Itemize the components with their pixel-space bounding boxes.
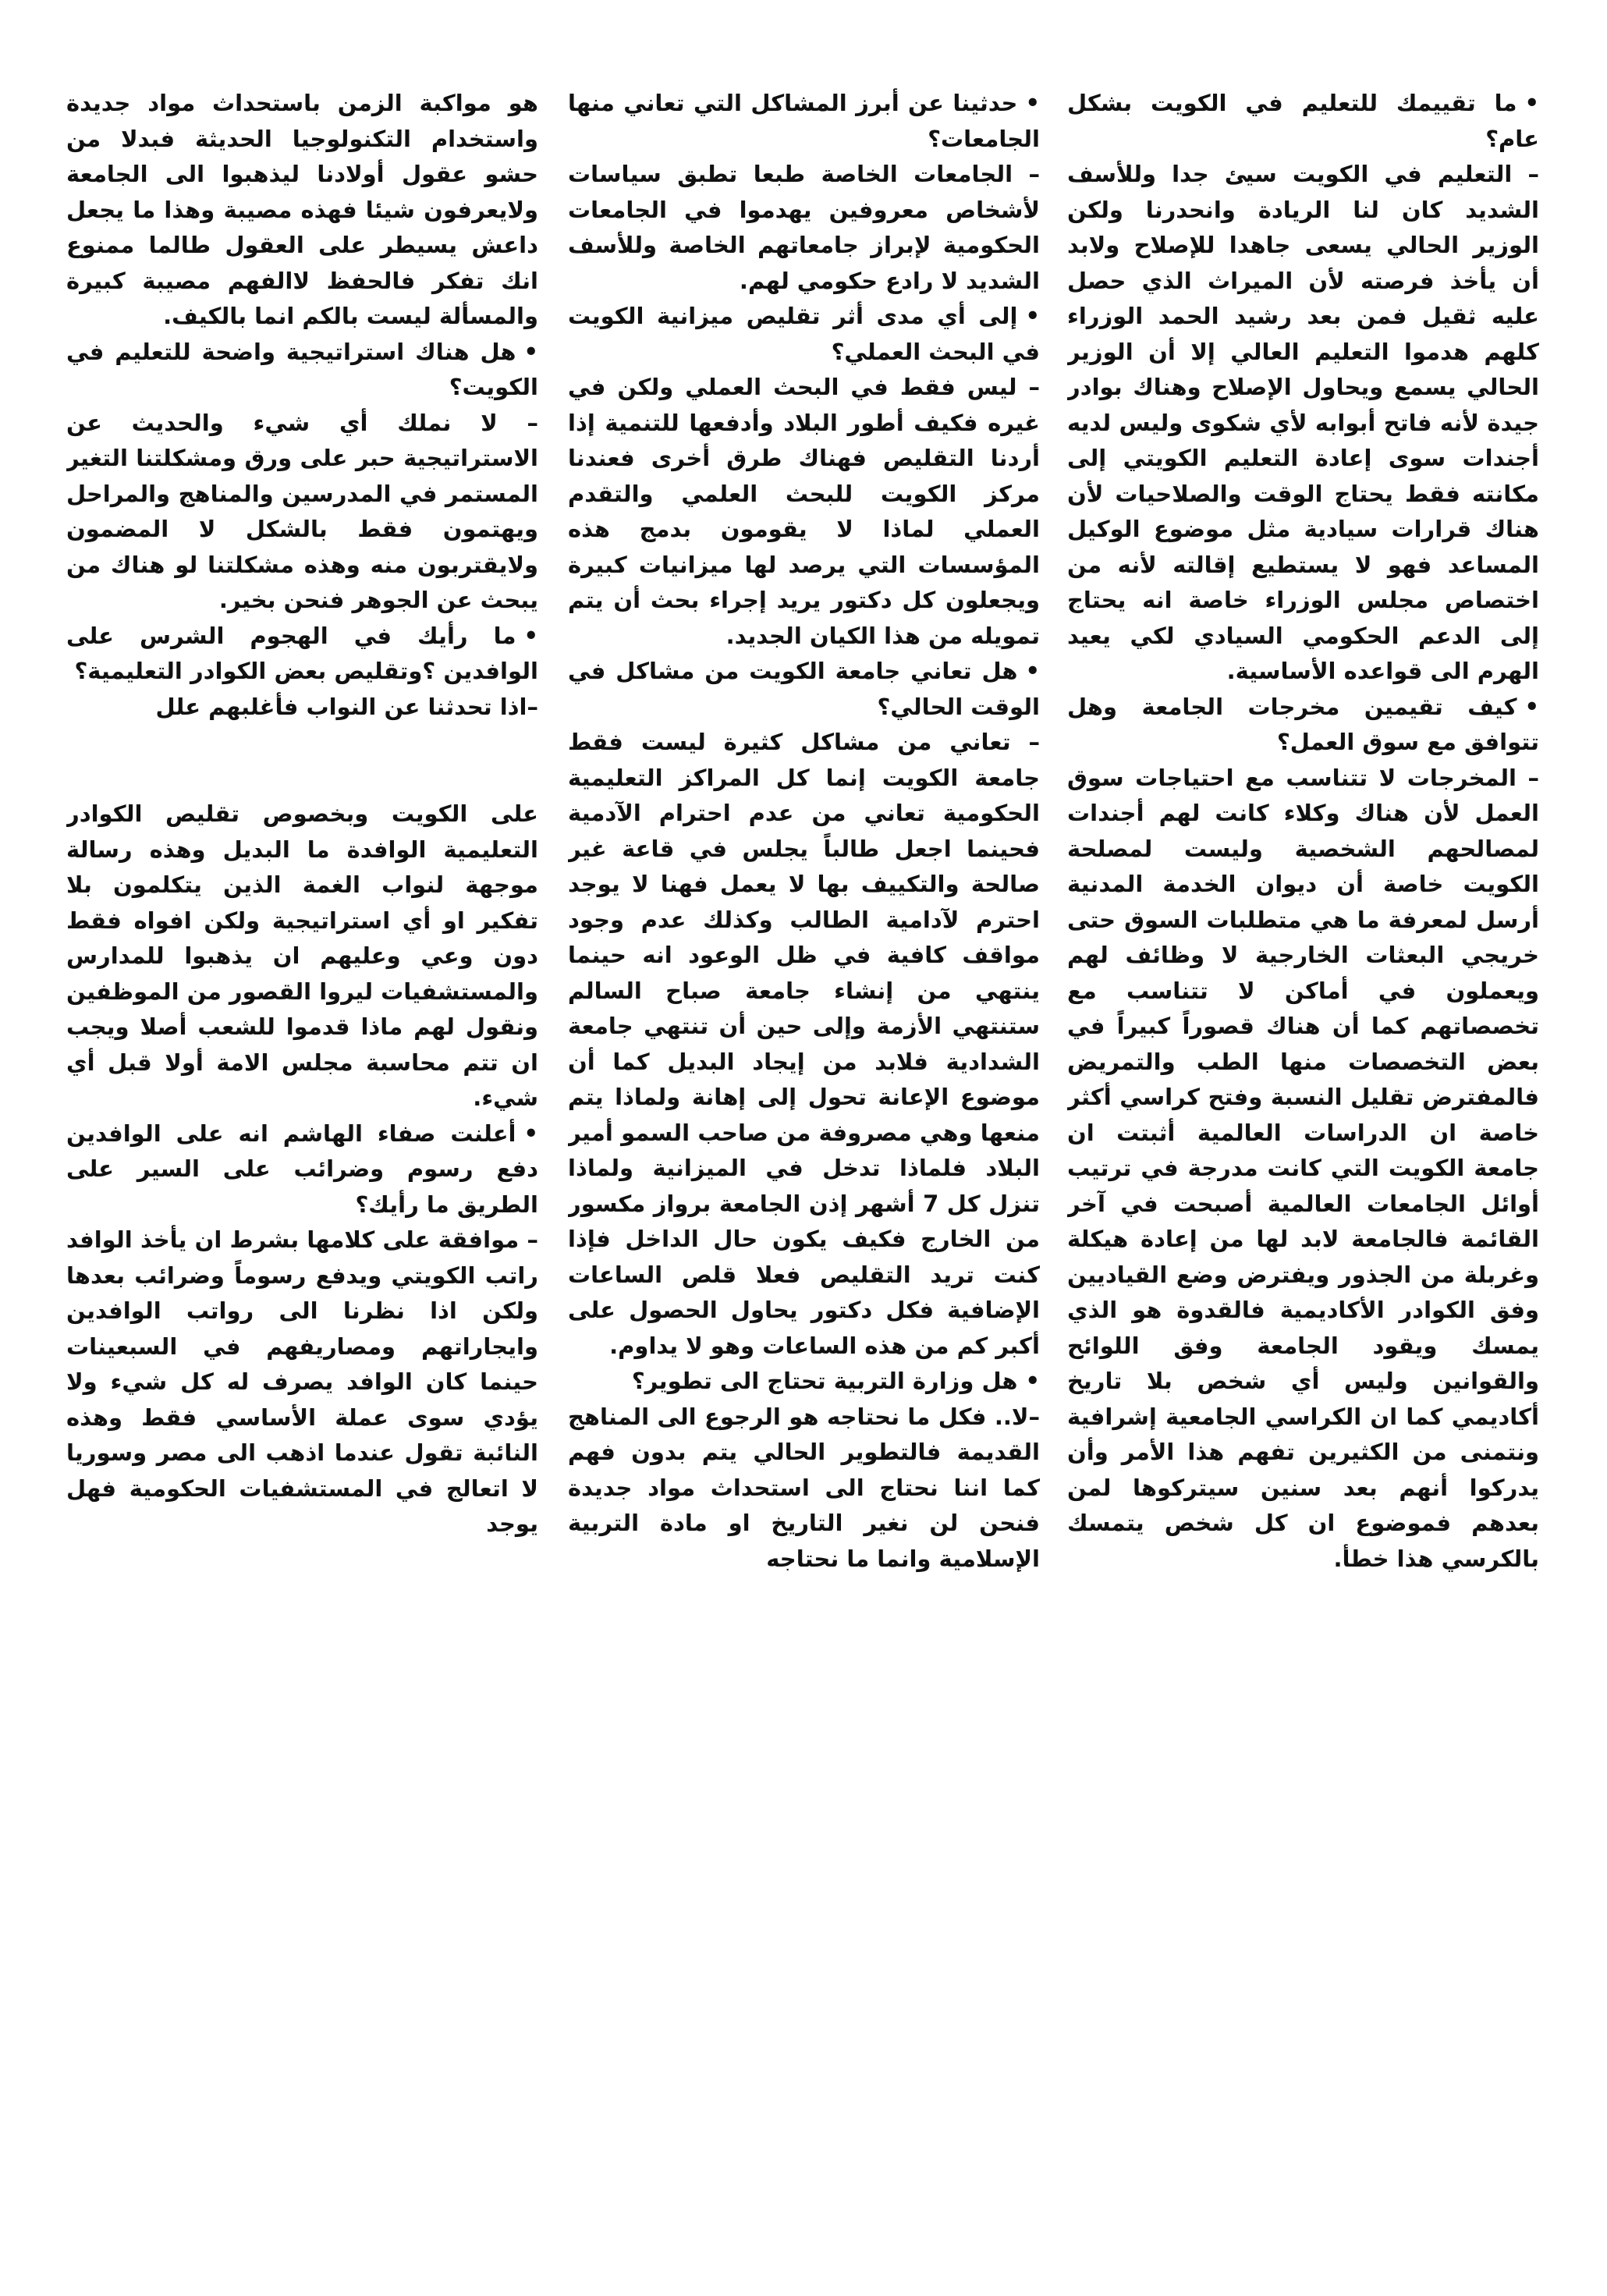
interview-answer: – ليس فقط في البحث العملي ولكن في غيره فكيف أطور البلاد وأدفعها للتنمية إذا أردنا التقليص فهناك طرق أخرى فعندنا مركز الكويت للبحث العلمي والتقدم العملي لماذا لا يقومون بدمج هذه المؤسسات التي يرصد لها ميزانيات كبيرة ويجعلون كل دكتور يريد إجراء بحث أن يتم تمويله من هذا الكيان الجديد.: [568, 374, 1040, 649]
interview-answer: – التعليم في الكويت سيئ جدا وللأسف الشديد كان لنا الريادة وانحدرنا ولكن الوزير الحالي يسعى جاهدا للإصلاح ولابد أن يأخذ فرصته لأن الميراث الذي حصل عليه ثقيل فمن بعد رشيد الحمد الوزراء كلهم هدموا التعليم العالي إلا أن الوزير الحالي يسمع ويحاول الإصلاح وهناك بوادر جيدة لأنه فاتح أبوابه لأي شكوى وليس لديه أجندات سوى إعادة التعليم الكويتي إلى مكانته فقط يحتاج الوقت والصلاحيات لأن هناك قرارات سيادية مثل موضوع الوكيل المساعد فهو لا يستطيع إقالته لأنه من اختصاص مجلس الوزراء خاصة انه يحتاج إلى الدعم الحكومي السيادي لكي يعيد الهرم الى قواعده الأساسية.: [1067, 161, 1539, 684]
interview-answer: –اذا تحدثنا عن النواب فأغلبهم علل: [155, 693, 538, 720]
interview-answer: –لا.. فكل ما نحتاجه هو الرجوع الى المناهج القديمة فالتطوير الحالي يتم بدون فهم كما اننا نحتاج الى استحداث مواد جديدة فنحن لن نغير التاريخ او مادة التربية الإسلامية وانما ما نحتاجه: [568, 1403, 1040, 1572]
interview-question: • هل هناك استراتيجية واضحة للتعليم في الكويت؟: [66, 335, 538, 406]
interview-question: • ما رأيك في الهجوم الشرس على الوافدين ؟وتقليص بعض الكوادر التعليمية؟: [66, 619, 538, 690]
column-gap: [66, 725, 538, 797]
interview-answer: – تعاني من مشاكل كثيرة ليست فقط جامعة الكويت إنما كل المراكز التعليمية الحكومية تعاني من عدم احترام الآدمية فحينما اجعل طالباً يجلس في قاعة غير صالحة والتكييف بها لا يعمل فهنا لا يوجد احترم لآدامية الطالب وكذلك عدم وجود مواقف كافية في ظل الوعود انه حينما ينتهي من إنشاء جامعة صباح السالم ستنتهي الأزمة وإلى حين أن تنتهي جامعة الشدادية فلابد من إيجاد البديل كما أن موضوع الإعانة تحول إلى إهانة ولماذا يتم منعها وهي مصروفة من صاحب السمو أمير البلاد فلماذا تدخل في الميزانية ولماذا تنزل كل 7 أشهر إذن الجامعة برواز مكسور من الخارج فكيف يكون حال الداخل فإذا كنت تريد التقليص فعلا قلص الساعات الإضافية فكل دكتور يحاول الحصول على أكبر كم من هذه الساعات وهو لا يداوم.: [568, 729, 1040, 1359]
interview-question: • هل وزارة التربية تحتاج الى تطوير؟: [568, 1364, 1040, 1400]
interview-answer: – المخرجات لا تتناسب مع احتياجات سوق العمل لأن هناك وكلاء كانت لهم أجندات لمصالحهم الشخصية وليست لمصلحة الكويت خاصة أن ديوان الخدمة المدنية أرسل لمعرفة ما هي متطلبات السوق حتى خريجي البعثات الخارجية لا وظائف لهم ويعملون في أماكن لا تتناسب مع تخصصاتهم كما أن هناك قصوراً كبيراً في بعض التخصصات منها الطب والتمريض فالمفترض تقليل النسبة وفتح كراسي أكثر خاصة ان الدراسات العالمية أثبتت ان جامعة الكويت التي كانت مدرجة في ترتيب أوائل الجامعات العالمية أصبحت في آخر القائمة فالجامعة لابد لها من إعادة هيكلة وغربلة من الجذور ويفترض وضع القياديين وفق الكوادر الأكاديمية فالقدوة هو الذي يمسك ويقود الجامعة وفق اللوائح والقوانين وليس أي شخص بلا تاريخ أكاديمي كما ان الكراسي الجامعية إشرافية ونتمنى من الكثيرين تفهم هذا الأمر وأن يدركوا أنهم بعد سنين سيتركوها لمن بعدهم فموضوع ان كل شخص يتمسك بالكرسي هذا خطأ.: [1067, 764, 1539, 1572]
interview-answer: – لا نملك أي شيء والحديث عن الاستراتيجية حبر على ورق ومشكلتنا التغير المستمر في المدرسين والمناهج والمراحل ويهتمون فقط بالشكل لا المضمون ولايقتربون منه وهذه مشكلتنا لو هناك من يبحث عن الجوهر فنحن بخير.: [66, 409, 538, 613]
interview-question: • حدثينا عن أبرز المشاكل التي تعاني منها الجامعات؟: [568, 86, 1040, 157]
interview-answer: على الكويت وبخصوص تقليص الكوادر التعليمية الوافدة ما البديل وهذه رسالة موجهة لنواب الغمة الذين يتكلمون بلا تفكير او أي استراتيجية ولكن افواه فقط دون وعي وعليهم ان يذهبوا للمدارس والمستشفيات ليروا القصور من الموظفين ونقول لهم ماذا قدموا للشعب أصلا ويجب ان تتم محاسبة مجلس الامة أولا قبل أي شيء.: [66, 800, 538, 1111]
interview-question: • ما تقييمك للتعليم في الكويت بشكل عام؟: [1067, 86, 1539, 157]
interview-answer: – الجامعات الخاصة طبعا تطبق سياسات لأشخاص معروفين يهدموا في الجامعات الحكومية لإبراز جامعاتهم الخاصة وللأسف الشديد لا رادع حكومي لهم.: [568, 161, 1040, 294]
article-column-left: [66, 86, 538, 2270]
interview-answer: – موافقة على كلامها بشرط ان يأخذ الوافد راتب الكويتي ويدفع رسوماً وضرائب بعدها ولكن اذا نظرنا الى رواتب الوافدين وايجاراتهم ومصاريفهم في السبعينات حينما كان الوافد يصرف له كل شيء ولا يؤدي سوى عملة الأساسي فقط وهذه النائبة تقول عندما اذهب الى مصر وسوريا لا اتعالج في المستشفيات الحكومية فهل يوجد: [66, 1226, 538, 1537]
article-column-middle: [568, 86, 1040, 2270]
interview-question: • أعلنت صفاء الهاشم انه على الوافدين دفع رسوم وضرائب على السير على الطريق ما رأيك؟: [66, 1116, 538, 1223]
interview-question: • كيف تقيمين مخرجات الجامعة وهل تتوافق مع سوق العمل؟: [1067, 690, 1539, 761]
article-column-right: [1067, 86, 1539, 2270]
interview-question: • إلى أي مدى أثر تقليص ميزانية الكويت في البحث العملي؟: [568, 299, 1040, 370]
interview-question: • هل تعاني جامعة الكويت من مشاكل في الوقت الحالي؟: [568, 654, 1040, 725]
interview-answer: هو مواكبة الزمن باستحداث مواد جديدة واستخدام التكنولوجيا الحديثة فبدلا من حشو عقول أولادنا ليذهبوا الى الجامعة ولايعرفون شيئا فهذه مصيبة وهذا ما يجعل داعش يسيطر على العقول طالما ممنوع انك تفكر فالحفظ لاالفهم مصيبة كبيرة والمسألة ليست بالكم انما بالكيف.: [66, 90, 538, 329]
